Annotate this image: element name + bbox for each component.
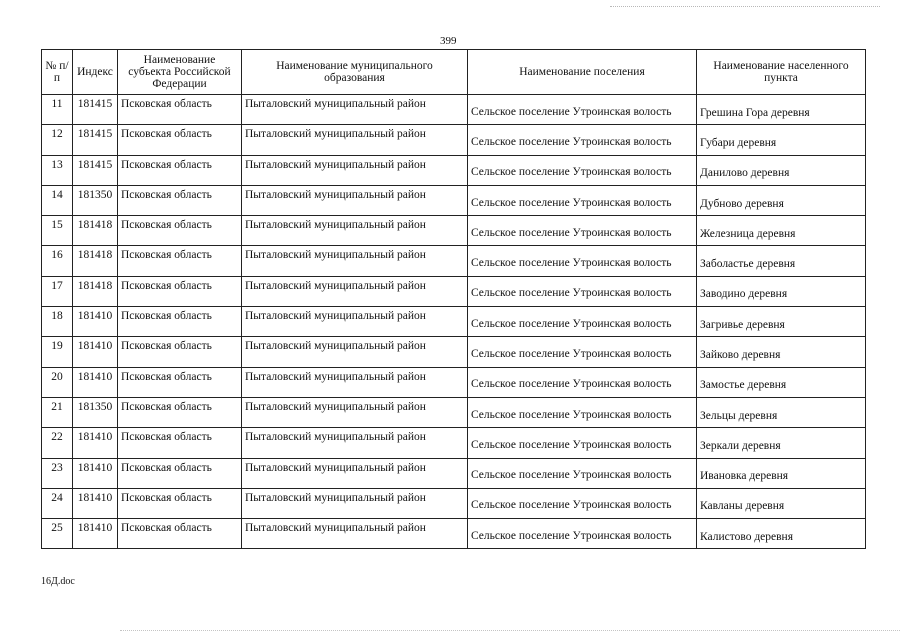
table-row — [42, 397, 866, 427]
table-body — [42, 95, 866, 549]
cell-settlement: Сельское поселение Утроинская волость — [468, 307, 697, 337]
cell-subject: Псковская область — [118, 488, 242, 518]
page-number: 399 — [440, 35, 457, 47]
cell-num: 14 — [42, 185, 73, 215]
cell-settlement: Сельское поселение Утроинская волость — [468, 125, 697, 155]
cell-municipality: Пыталовский муниципальный район — [242, 458, 468, 488]
cell-place: Зайково деревня — [697, 337, 866, 367]
table-row — [42, 307, 866, 337]
table-row — [42, 519, 866, 549]
cell-settlement: Сельское поселение Утроинская волость — [468, 337, 697, 367]
table-row — [42, 367, 866, 397]
settlements-table-container — [41, 49, 865, 549]
cell-subject: Псковская область — [118, 185, 242, 215]
header-municipality: Наименование муниципального образования — [242, 50, 468, 95]
table-row — [42, 185, 866, 215]
cell-municipality: Пыталовский муниципальный район — [242, 488, 468, 518]
cell-index: 181415 — [73, 155, 118, 185]
cell-num: 20 — [42, 367, 73, 397]
cell-num: 23 — [42, 458, 73, 488]
cell-subject: Псковская область — [118, 246, 242, 276]
cell-num: 24 — [42, 488, 73, 518]
cell-place: Зеркали деревня — [697, 428, 866, 458]
cell-place: Заводино деревня — [697, 276, 866, 306]
cell-municipality: Пыталовский муниципальный район — [242, 155, 468, 185]
table-header — [42, 50, 866, 95]
cell-index: 181410 — [73, 337, 118, 367]
cell-index: 181350 — [73, 185, 118, 215]
cell-place: Железница деревня — [697, 216, 866, 246]
table-row — [42, 125, 866, 155]
cell-settlement: Сельское поселение Утроинская волость — [468, 185, 697, 215]
table-row — [42, 95, 866, 125]
scan-noise-bottom — [120, 630, 900, 632]
cell-place: Губари деревня — [697, 125, 866, 155]
table-row — [42, 488, 866, 518]
cell-place: Зельцы деревня — [697, 397, 866, 427]
cell-num: 13 — [42, 155, 73, 185]
cell-municipality: Пыталовский муниципальный район — [242, 276, 468, 306]
cell-settlement: Сельское поселение Утроинская волость — [468, 155, 697, 185]
cell-index: 181415 — [73, 95, 118, 125]
table-row — [42, 428, 866, 458]
cell-subject: Псковская область — [118, 216, 242, 246]
cell-num: 21 — [42, 397, 73, 427]
cell-settlement: Сельское поселение Утроинская волость — [468, 397, 697, 427]
cell-index: 181415 — [73, 125, 118, 155]
cell-index: 181410 — [73, 428, 118, 458]
cell-municipality: Пыталовский муниципальный район — [242, 216, 468, 246]
header-settlement: Наименование поселения — [468, 50, 697, 95]
cell-num: 12 — [42, 125, 73, 155]
cell-place: Данилово деревня — [697, 155, 866, 185]
table-row — [42, 458, 866, 488]
cell-num: 19 — [42, 337, 73, 367]
cell-settlement: Сельское поселение Утроинская волость — [468, 216, 697, 246]
cell-index: 181410 — [73, 458, 118, 488]
cell-subject: Псковская область — [118, 307, 242, 337]
cell-settlement: Сельское поселение Утроинская волость — [468, 488, 697, 518]
header-place: Наименование населенного пункта — [697, 50, 866, 95]
cell-subject: Псковская область — [118, 428, 242, 458]
cell-subject: Псковская область — [118, 276, 242, 306]
cell-index: 181410 — [73, 488, 118, 518]
cell-municipality: Пыталовский муниципальный район — [242, 185, 468, 215]
cell-place: Кавланы деревня — [697, 488, 866, 518]
cell-place: Дубново деревня — [697, 185, 866, 215]
cell-place: Грешина Гора деревня — [697, 95, 866, 125]
header-index: Индекс — [73, 50, 118, 95]
cell-municipality: Пыталовский муниципальный район — [242, 337, 468, 367]
cell-index: 181418 — [73, 246, 118, 276]
cell-index: 181418 — [73, 276, 118, 306]
cell-index: 181410 — [73, 367, 118, 397]
table-row — [42, 337, 866, 367]
cell-place: Загривье деревня — [697, 307, 866, 337]
cell-municipality: Пыталовский муниципальный район — [242, 125, 468, 155]
table-row — [42, 155, 866, 185]
cell-subject: Псковская область — [118, 337, 242, 367]
cell-municipality: Пыталовский муниципальный район — [242, 428, 468, 458]
settlements-table — [41, 49, 866, 549]
cell-municipality: Пыталовский муниципальный район — [242, 246, 468, 276]
cell-subject: Псковская область — [118, 458, 242, 488]
header-row — [42, 50, 866, 95]
cell-subject: Псковская область — [118, 519, 242, 549]
cell-settlement: Сельское поселение Утроинская волость — [468, 458, 697, 488]
cell-subject: Псковская область — [118, 125, 242, 155]
cell-municipality: Пыталовский муниципальный район — [242, 367, 468, 397]
scan-noise-top — [610, 6, 880, 8]
cell-municipality: Пыталовский муниципальный район — [242, 307, 468, 337]
table-row — [42, 246, 866, 276]
table-row — [42, 276, 866, 306]
footer-file-name: 16Д.doc — [41, 576, 75, 587]
cell-settlement: Сельское поселение Утроинская волость — [468, 428, 697, 458]
cell-settlement: Сельское поселение Утроинская волость — [468, 95, 697, 125]
cell-subject: Псковская область — [118, 397, 242, 427]
cell-num: 11 — [42, 95, 73, 125]
cell-place: Заболастье деревня — [697, 246, 866, 276]
cell-index: 181418 — [73, 216, 118, 246]
cell-municipality: Пыталовский муниципальный район — [242, 95, 468, 125]
cell-place: Замостье деревня — [697, 367, 866, 397]
header-subject: Наименование субъекта Российской Федерации — [118, 50, 242, 95]
cell-index: 181350 — [73, 397, 118, 427]
cell-settlement: Сельское поселение Утроинская волость — [468, 367, 697, 397]
cell-num: 17 — [42, 276, 73, 306]
cell-subject: Псковская область — [118, 95, 242, 125]
cell-index: 181410 — [73, 307, 118, 337]
cell-settlement: Сельское поселение Утроинская волость — [468, 276, 697, 306]
cell-num: 22 — [42, 428, 73, 458]
cell-num: 18 — [42, 307, 73, 337]
cell-subject: Псковская область — [118, 367, 242, 397]
cell-place: Калистово деревня — [697, 519, 866, 549]
cell-index: 181410 — [73, 519, 118, 549]
table-row — [42, 216, 866, 246]
header-num: № п/п — [42, 50, 73, 95]
cell-place: Ивановка деревня — [697, 458, 866, 488]
cell-settlement: Сельское поселение Утроинская волость — [468, 246, 697, 276]
cell-settlement: Сельское поселение Утроинская волость — [468, 519, 697, 549]
cell-municipality: Пыталовский муниципальный район — [242, 397, 468, 427]
cell-num: 25 — [42, 519, 73, 549]
cell-num: 16 — [42, 246, 73, 276]
cell-municipality: Пыталовский муниципальный район — [242, 519, 468, 549]
cell-subject: Псковская область — [118, 155, 242, 185]
cell-num: 15 — [42, 216, 73, 246]
